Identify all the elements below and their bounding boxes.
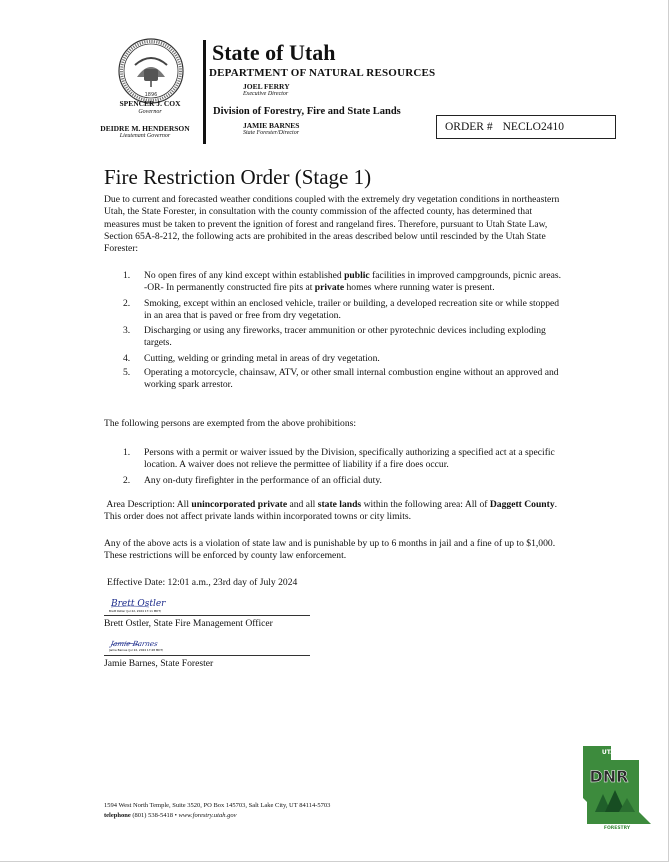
signature-script-icon [109,637,169,653]
state-title: State of Utah [212,40,336,65]
svg-text:UTAH: UTAH [601,749,621,756]
effective-date: Effective Date: 12:01 a.m., 23rd day of July 2024 [107,577,298,588]
governor-name: SPENCER J. COX [119,99,181,108]
svg-text:Jamie Barnes: Jamie Barnes [109,639,159,648]
dnr-forestry-logo-icon [581,742,655,830]
order-number-box [436,115,616,139]
area-description [104,499,569,524]
letterhead-divider [203,40,206,144]
list-item-text: Any on-duty firefighter in the performance of an official duty. [144,474,382,486]
phone-number: (801) 538-5418 [132,812,173,819]
penalty-paragraph: Any of the above acts is a violation of state law and is punishable by up to 6 months in jail and a fine of up to $1,000. These restrictions will be enforced by county law enforcement. [104,538,556,562]
signature-line [104,655,310,656]
area-text: and all [287,499,318,510]
list-item-text: Smoking, except within an enclosed vehicle, trailer or building, a developed recreation site or while stopped in an area that is paved or free from dry vegetation. [144,297,560,321]
list-item-text: Discharging or using any fireworks, tracer ammunition or other pyrotechnic devices including exploding targets. [144,325,546,349]
seal-year: 1896 [144,92,158,98]
list-item-text: No open fires of any kind except within established [144,270,345,281]
emphasis-private: private [314,282,345,294]
website-link[interactable]: www.forestry.utah.gov [178,812,237,819]
list-item-number: 5. [123,367,131,379]
lt-governor-name: DEIDRE M. HENDERSON [100,124,190,133]
governor-title: Governor [138,109,162,115]
exemptions-list [104,447,564,487]
signature-script-icon [109,596,179,614]
signatory-1-name: Brett Ostler, State Fire Management Officer [104,618,273,629]
list-item [104,353,564,365]
state-forester-title: State Forester/Director [243,130,300,136]
list-item-text: Cutting, welding or grinding metal in areas of dry vegetation. [144,352,380,364]
list-item-text: Persons with a permit or waiver issued by the Division, specifically authorizing a specified act at a specific location. A waiver does not relieve the permittee of liability if a fire does occur. [144,447,555,471]
list-item-text: facilities in improved campgrounds, picnic areas. -OR- In permanently constructed fire pits at [144,270,561,294]
area-text: . This order does not affect private lands within incorporated towns or city limits. [104,499,558,523]
emphasis-unincorporated-private: unincorporated private [191,499,288,510]
executive-director-name: JOEL FERRY [243,82,290,91]
order-number: NECLO2410 [502,121,564,133]
list-item [104,475,564,487]
list-item-number: 3. [123,325,131,337]
executive-director-title: Executive Director [243,91,289,97]
list-item-number: 1. [123,270,131,281]
bullet: • [174,812,177,819]
state-forester-name: JAMIE BARNES [243,121,300,130]
list-item-number: 2. [123,297,131,309]
list-item-number: 4. [123,352,131,364]
emphasis-state-lands: state lands [317,499,362,510]
prohibitions-list [104,270,564,392]
list-item [104,298,564,323]
list-item-text: homes where running water is present. [344,282,495,294]
division-name: Division of Forestry, Fire and State Lands [213,106,401,117]
list-item [104,325,564,350]
state-seal-icon [117,37,185,105]
area-text: within the following area: All of [361,499,490,510]
document-title: Fire Restriction Order (Stage 1) [104,165,372,189]
signature-jamie-barnes [109,637,169,653]
footer-contact [104,812,236,819]
list-item-number: 1. [123,447,131,458]
exemptions-intro: The following persons are exempted from the above prohibitions: [104,418,357,429]
svg-text:Brett Ostler (Jul 22, 2024 17:: Brett Ostler (Jul 22, 2024 17:11 MDT) [109,609,162,613]
svg-text:Brett Ostler: Brett Ostler [111,599,166,609]
signature-brett-ostler [109,596,179,614]
intro-paragraph: Due to current and forecasted weather conditions coupled with the extremely dry vegetation conditions in northeastern Utah, the State Forester, in consultation with the county commission of the affected county, has determined that measures must be taken to prevent the ignition of forest and rangeland fires. Therefore, pursuant to Utah State Law, Section 65A-8-212, the following acts are prohibited in the areas described below until rescinded by the Utah State Forester: [104,194,560,255]
list-item [104,367,564,392]
list-item [104,447,564,472]
footer-address: 1594 West North Temple, Suite 3520, PO Box 145703, Salt Lake City, UT 84114-5703 [104,802,331,809]
signatory-2-name: Jamie Barnes, State Forester [104,658,214,669]
emphasis-public: public [344,270,370,281]
list-item-text: Operating a motorcycle, chainsaw, ATV, or other small internal combustion engine without an approved and working spark arrestor. [144,367,559,391]
svg-text:Jamie Barnes (Jul 22, 2024 17:: Jamie Barnes (Jul 22, 2024 17:48 MDT) [109,648,164,652]
department-name: DEPARTMENT OF NATURAL RESOURCES [209,67,436,79]
area-text: Area Description: All [106,499,192,510]
signature-line [104,615,310,616]
phone-label: telephone [104,812,131,819]
list-item [104,270,564,295]
list-item-number: 2. [123,474,131,486]
lt-governor-title: Lieutenant Governor [119,133,171,139]
svg-text:FORESTRY: FORESTRY [603,826,631,830]
order-label: ORDER # [445,121,493,133]
svg-text:DNR: DNR [589,767,629,786]
emphasis-county: Daggett County [489,499,555,510]
